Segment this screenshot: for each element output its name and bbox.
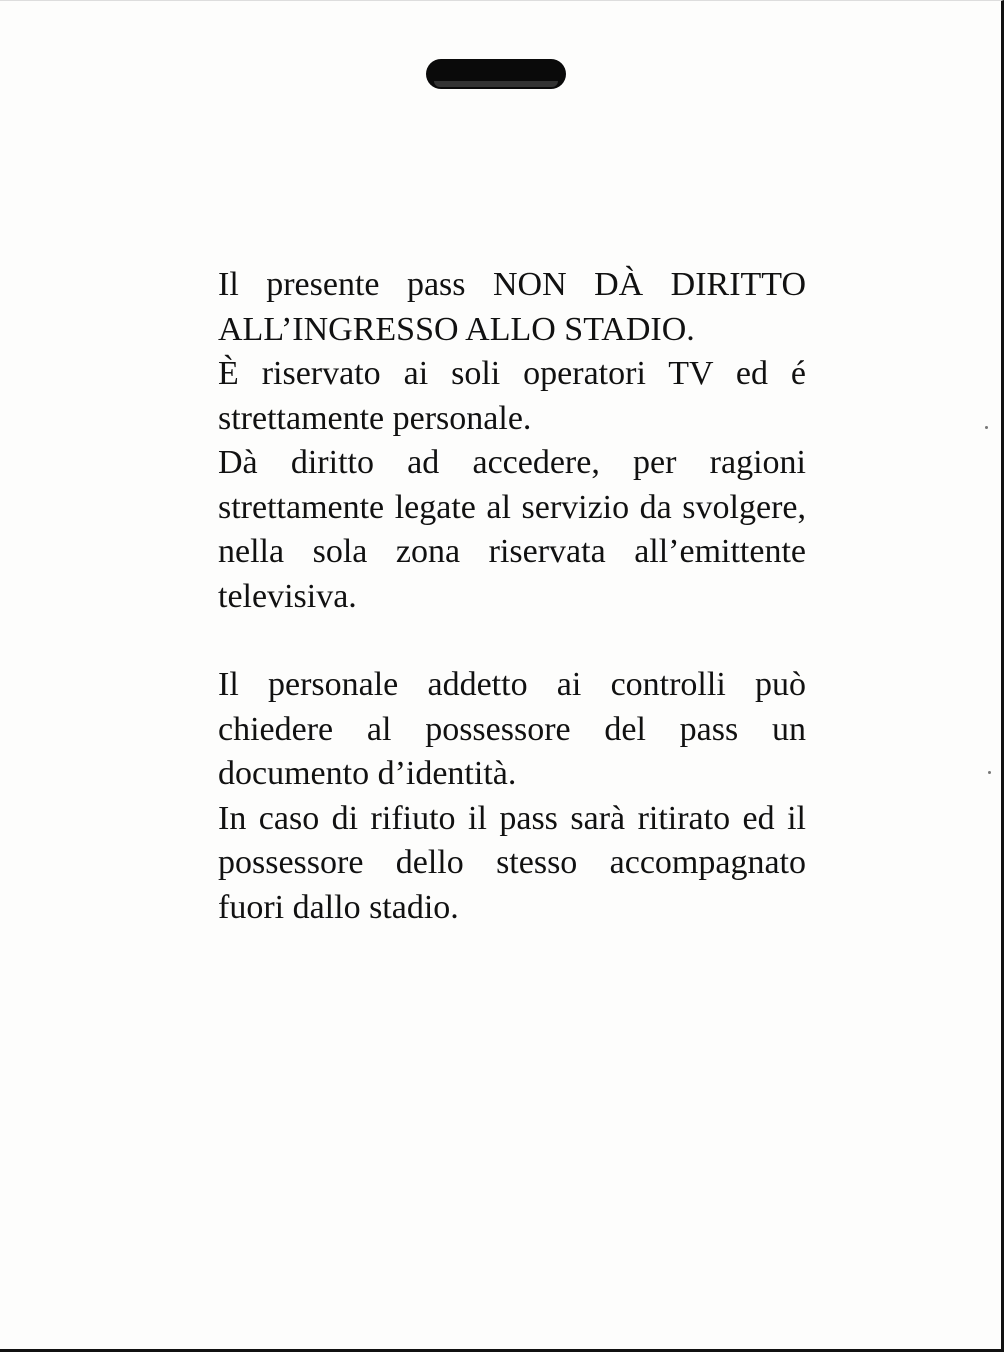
- paper-speck: [985, 426, 988, 429]
- paper-speck: [988, 771, 991, 774]
- identity-check-notice: Il personale addetto ai controlli può chiedere al possessore del pass un documento d’identità.: [218, 666, 806, 792]
- paragraph-gap: [218, 619, 806, 663]
- lanyard-slot: [426, 59, 566, 89]
- refusal-notice: In caso di rifiuto il pass sarà ritirato ed il possessore dello stesso accompagnato fuori dallo stadio.: [218, 799, 806, 926]
- tv-operators-notice: È riservato ai soli operatori TV ed é strettamente personale.: [218, 355, 806, 437]
- access-zone-notice: Dà diritto ad accedere, per ragioni strettamente legate al servizio da svolgere, nella sola zona riservata all’emittente televisiva.: [218, 444, 806, 615]
- pass-conditions-text: [218, 263, 806, 930]
- no-entry-notice: Il presente pass NON DÀ DIRITTO ALL’INGRESSO ALLO STADIO.: [218, 266, 806, 348]
